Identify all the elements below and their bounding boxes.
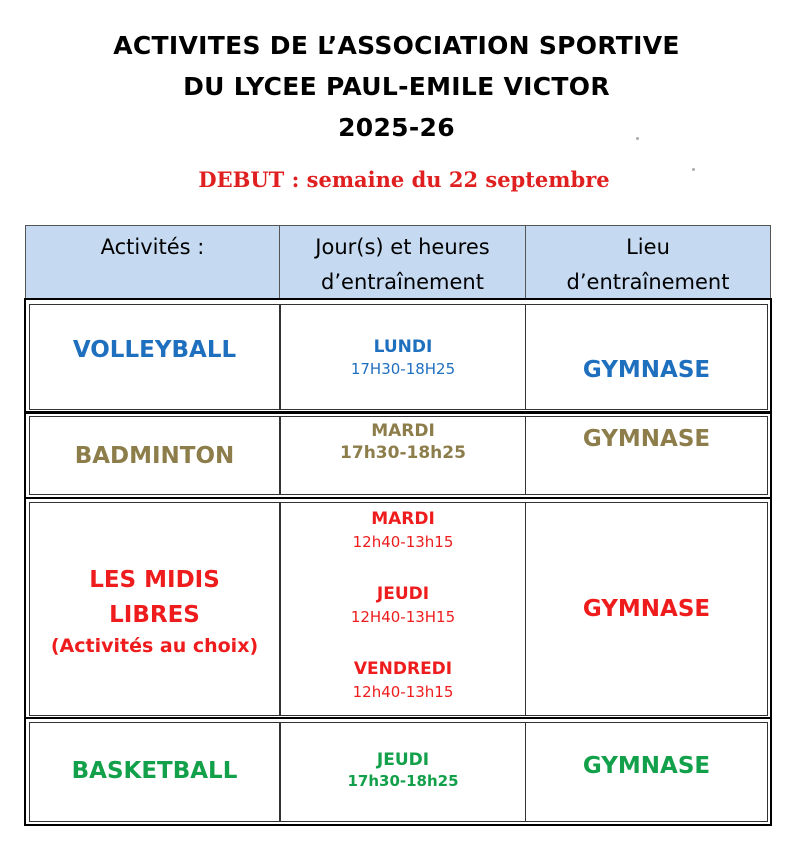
location-name: GYMNASE xyxy=(582,426,711,452)
header-schedule-line-2: d’entraînement xyxy=(321,270,484,294)
schedule-day: MARDI xyxy=(371,509,435,529)
schedule-time: 12h40-13h15 xyxy=(352,683,454,701)
title-line-2: DU LYCEE PAUL-EMILE VICTOR xyxy=(183,72,610,101)
row-basketball-schedule xyxy=(280,722,526,822)
row-badminton-activity xyxy=(29,416,280,495)
header-activities-label: Activités : xyxy=(100,235,205,259)
row-volleyball-location xyxy=(525,304,768,410)
schedule-time: 17h30-18h25 xyxy=(340,443,466,463)
row-badminton-schedule xyxy=(280,416,526,495)
schedule-day: JEUDI xyxy=(376,584,430,604)
schedule-day: LUNDI xyxy=(373,337,433,357)
header-schedule-line-1: Jour(s) et heures xyxy=(315,235,490,259)
activity-name: VOLLEYBALL xyxy=(72,337,237,363)
schedule-day: VENDREDI xyxy=(353,659,453,679)
row-basketball-activity xyxy=(29,722,280,822)
row-midis-location xyxy=(525,502,768,716)
row-midis-activity xyxy=(29,502,280,716)
activity-subtitle: (Activités au choix) xyxy=(50,635,259,657)
speck-decoration xyxy=(636,137,639,140)
header-activities xyxy=(25,225,280,299)
row-basketball-location xyxy=(525,722,768,822)
row-volleyball-activity xyxy=(29,304,280,410)
schedule-time: 17h30-18h25 xyxy=(347,772,459,790)
header-schedule xyxy=(279,225,526,299)
start-date: DEBUT : semaine du 22 septembre xyxy=(198,167,610,192)
location-name: GYMNASE xyxy=(582,753,711,779)
header-location xyxy=(525,225,771,299)
row-badminton-location xyxy=(525,416,768,495)
title-year: 2025-26 xyxy=(338,113,455,142)
schedule-time: 12h40-13h15 xyxy=(352,533,454,551)
row-volleyball-schedule xyxy=(280,304,526,410)
schedule-time: 17H30-18H25 xyxy=(350,360,456,378)
header-location-line-1: Lieu xyxy=(626,235,670,259)
activity-name-line-2: LIBRES xyxy=(109,602,200,628)
row-midis-schedule xyxy=(280,502,526,716)
title-line-1: ACTIVITES DE L’ASSOCIATION SPORTIVE xyxy=(113,31,680,60)
activity-name-line-1: LES MIDIS xyxy=(89,567,220,593)
location-name: GYMNASE xyxy=(582,596,711,622)
activity-name: BASKETBALL xyxy=(71,758,238,784)
schedule-day: JEUDI xyxy=(376,750,430,770)
activity-name: BADMINTON xyxy=(74,443,235,469)
header-location-line-2: d’entraînement xyxy=(566,270,730,294)
location-name: GYMNASE xyxy=(582,357,711,383)
schedule-time: 12H40-13H15 xyxy=(350,608,456,626)
schedule-day: MARDI xyxy=(371,421,435,441)
